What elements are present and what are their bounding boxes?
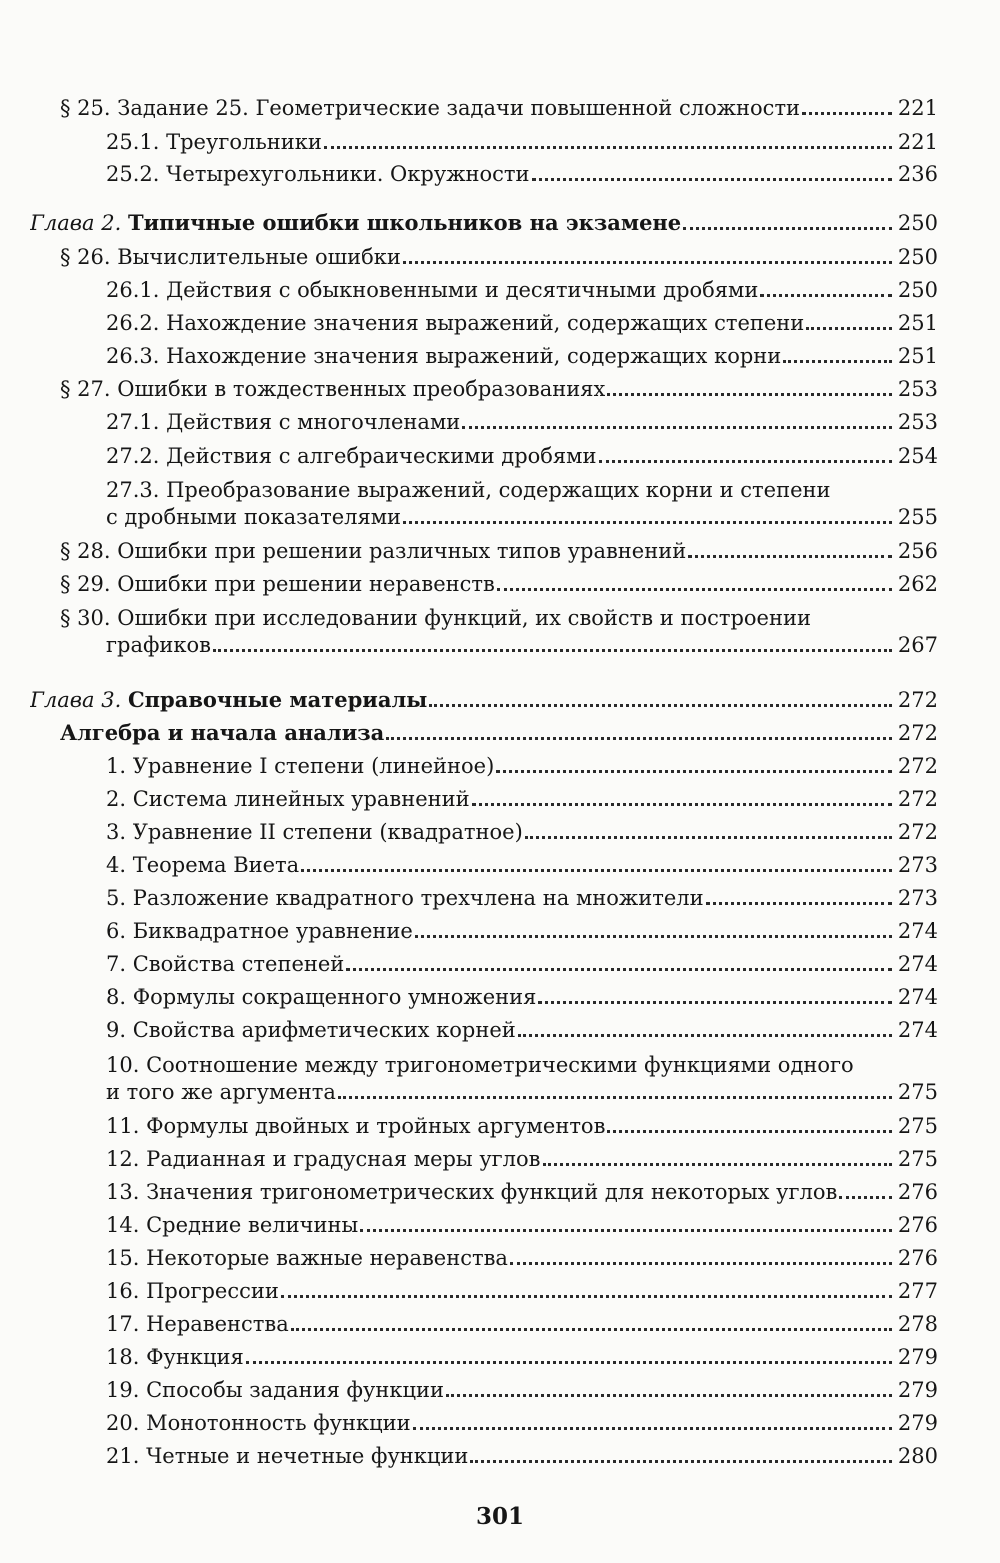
toc-entry[interactable] [0,154,938,186]
dot-leader [413,1427,892,1430]
toc-entry[interactable] [0,1403,938,1435]
toc-entry[interactable] [0,270,938,302]
toc-entry-title: 17. Неравенства [106,1312,289,1336]
dot-leader [338,1096,892,1099]
toc-page-number: 279 [897,1378,938,1402]
toc-entry[interactable] [0,977,938,1009]
toc-entry-title: 5. Разложение квадратного трехчлена на множители [106,886,704,910]
toc-entry-title: 9. Свойства арифметических корней [106,1018,516,1042]
toc-entry-title: 25.2. Четырехугольники. Окружности [106,162,530,186]
dot-leader [532,178,892,181]
toc-entry[interactable] [0,336,938,368]
toc-entry[interactable] [0,1238,938,1270]
toc-page-number: 276 [897,1180,938,1204]
dot-leader [246,1361,892,1364]
dot-leader [802,112,892,115]
dot-leader [472,803,892,806]
dot-leader [415,935,892,938]
toc-entry[interactable] [0,1304,938,1336]
toc-entry[interactable] [0,1106,938,1138]
toc-page-number: 277 [897,1279,938,1303]
dot-leader [543,1163,893,1166]
toc-entry[interactable] [0,303,938,335]
toc-entry[interactable] [0,1010,938,1042]
toc-page-number: 276 [897,1213,938,1237]
toc-entry[interactable] [0,122,938,154]
toc-entry-title: § 26. Вычислительные ошибки [60,245,401,269]
toc-entry-title: 10. Соотношение между тригонометрическими функциями одного [106,1053,854,1077]
dot-leader [360,1229,892,1232]
toc-page-number: 236 [897,162,938,186]
dot-leader [324,146,892,149]
toc-page-number: 272 [897,688,938,712]
toc-entry-title: 27.3. Преобразование выражений, содержащих корни и степени [106,478,831,502]
toc-entry-title: 15. Некоторые важные неравенства [106,1246,508,1270]
toc-page-number: 272 [897,754,938,778]
toc-page-number: 251 [897,344,938,368]
toc-entry[interactable] [0,911,938,943]
chapter-label: Глава 2. [30,211,128,235]
toc-page-number: 256 [897,539,938,563]
toc-entry[interactable] [0,1337,938,1369]
toc-entry[interactable] [0,237,938,269]
toc-entry-title: 27.2. Действия с алгебраическими дробями [106,444,597,468]
dot-leader [213,649,892,652]
toc-entry-title: § 30. Ошибки при исследовании функций, их свойств и построении [60,606,811,630]
toc-entry-title: 13. Значения тригонометрических функций для некоторых углов [106,1180,838,1204]
dot-leader [607,1130,892,1133]
toc-entry-title: 11. Формулы двойных и тройных аргументов [106,1114,606,1138]
toc-entry[interactable] [0,1139,938,1171]
toc-entry-title: 26.3. Нахождение значения выражений, содержащих корни [106,344,782,368]
toc-page-number: 250 [897,278,938,302]
toc-entry-title-continuation: с дробными показателями [106,505,402,529]
toc-page-number: 255 [897,505,938,529]
toc-page-number: 221 [897,96,938,120]
toc-entry-title: 4. Теорема Виета [106,853,300,877]
toc-entry-title: 26.2. Нахождение значения выражений, содержащих степени [106,311,805,335]
toc-entry[interactable] [0,1271,938,1303]
dot-leader [510,1262,892,1265]
dot-leader [688,555,892,558]
toc-entry[interactable] [0,531,938,563]
dot-leader [783,360,892,363]
dot-leader [291,1328,892,1331]
dot-leader [429,704,892,707]
toc-page-number: 253 [897,410,938,434]
toc-page-number: 254 [897,444,938,468]
toc-entry[interactable] [0,845,938,877]
dot-leader [599,460,893,463]
toc-page-number: 221 [897,130,938,154]
toc-entry[interactable] [0,1436,938,1468]
toc-page-number: 275 [897,1080,938,1104]
toc-page-number: 272 [897,820,938,844]
toc-entry-continuation[interactable] [0,497,938,529]
toc-entry-title: 2. Система линейных уравнений [106,787,470,811]
toc-entry[interactable] [0,944,938,976]
toc-entry-title [30,211,681,235]
dot-leader [386,737,892,740]
dot-leader [496,770,892,773]
dot-leader [538,1001,892,1004]
toc-entry[interactable] [0,1205,938,1237]
toc-page-number: 279 [897,1411,938,1435]
dot-leader [403,521,892,524]
toc-entry[interactable] [0,812,938,844]
toc-entry-title: 7. Свойства степеней [106,952,345,976]
toc-page-number: 253 [897,377,938,401]
toc-entry-title: 6. Биквадратное уравнение [106,919,413,943]
toc-entry-title: 12. Радианная и градусная меры углов [106,1147,541,1171]
toc-page-number: 273 [897,853,938,877]
toc-page-number: 275 [897,1114,938,1138]
dot-leader [518,1034,892,1037]
toc-page-number: 274 [897,985,938,1009]
toc-page-number: 250 [897,211,938,235]
toc-entry-title-continuation: и того же аргумента [106,1080,336,1104]
toc-chapter[interactable] [0,203,938,235]
toc-page-number: 280 [897,1444,938,1468]
page-number: 301 [475,1503,524,1530]
toc-entry-title: Алгебра и начала анализа [60,721,385,745]
toc-entry-title: § 27. Ошибки в тождественных преобразованиях [60,377,606,401]
dot-leader [806,327,892,330]
toc-entry-continuation[interactable] [0,625,938,657]
toc-entry[interactable] [0,1370,938,1402]
toc-entry-title: 25.1. Треугольники [106,130,322,154]
dot-leader [839,1196,892,1199]
chapter-label: Глава 3. [30,688,128,712]
toc-page-number: 278 [897,1312,938,1336]
toc-page-number: 272 [897,721,938,745]
chapter-title: Типичные ошибки школьников на экзамене [127,211,682,235]
toc-page-number: 267 [897,633,938,657]
toc-entry-title: 16. Прогрессии [106,1279,279,1303]
toc-page-number: 279 [897,1345,938,1369]
dot-leader [301,869,892,872]
dot-leader [607,393,892,396]
toc-entry[interactable] [0,402,938,434]
toc-entry-continuation[interactable] [0,1072,938,1104]
toc-page-number: 274 [897,952,938,976]
dot-leader [470,1460,892,1463]
toc-entry[interactable] [0,746,938,778]
dot-leader [706,902,892,905]
toc-page-number: 273 [897,886,938,910]
chapter-title: Справочные материалы [127,688,428,712]
toc-entry-title: 14. Средние величины [106,1213,359,1237]
toc-entry[interactable] [0,88,938,120]
toc-page-number: 274 [897,919,938,943]
toc-entry[interactable] [0,878,938,910]
dot-leader [462,426,892,429]
toc-entry[interactable] [0,436,938,468]
toc-entry-title: 1. Уравнение I степени (линейное) [106,754,495,778]
toc-page-number: 262 [897,572,938,596]
dot-leader [683,227,892,230]
toc-page-number: 272 [897,787,938,811]
toc-page-number: 275 [897,1147,938,1171]
toc-entry-title [30,688,427,712]
toc-page-number: 250 [897,245,938,269]
toc-chapter[interactable] [0,680,938,712]
toc-entry[interactable] [0,1172,938,1204]
toc-entry-title: § 28. Ошибки при решении различных типов уравнений [60,539,687,563]
dot-leader [281,1295,892,1298]
toc-entry[interactable] [0,369,938,401]
toc-entry-title: 3. Уравнение II степени (квадратное) [106,820,523,844]
toc-page-number: 251 [897,311,938,335]
dot-leader [525,836,892,839]
toc-page-number: 274 [897,1018,938,1042]
toc-entry-title: 27.1. Действия с многочленами [106,410,461,434]
dot-leader [446,1394,892,1397]
toc-entry-title: 21. Четные и нечетные функции [106,1444,469,1468]
toc-entry[interactable] [0,779,938,811]
toc-entry-title: § 25. Задание 25. Геометрические задачи повышенной сложности [60,96,801,120]
toc-entry-title: 18. Функция [106,1345,244,1369]
toc-entry-title: 20. Монотонность функции [106,1411,411,1435]
dot-leader [403,261,892,264]
toc-entry-title: 8. Формулы сокращенного умножения [106,985,537,1009]
dot-leader [760,294,892,297]
toc-entry-title: 19. Способы задания функции [106,1378,444,1402]
toc-page-number: 276 [897,1246,938,1270]
toc-entry-title-continuation: графиков [106,633,211,657]
dot-leader [497,588,892,591]
toc-entry-title: 26.1. Действия с обыкновенными и десятичными дробями [106,278,759,302]
toc-entry[interactable] [0,564,938,596]
toc-section-heading[interactable] [0,713,938,745]
dot-leader [346,968,892,971]
toc-entry-title: § 29. Ошибки при решении неравенств [60,572,495,596]
